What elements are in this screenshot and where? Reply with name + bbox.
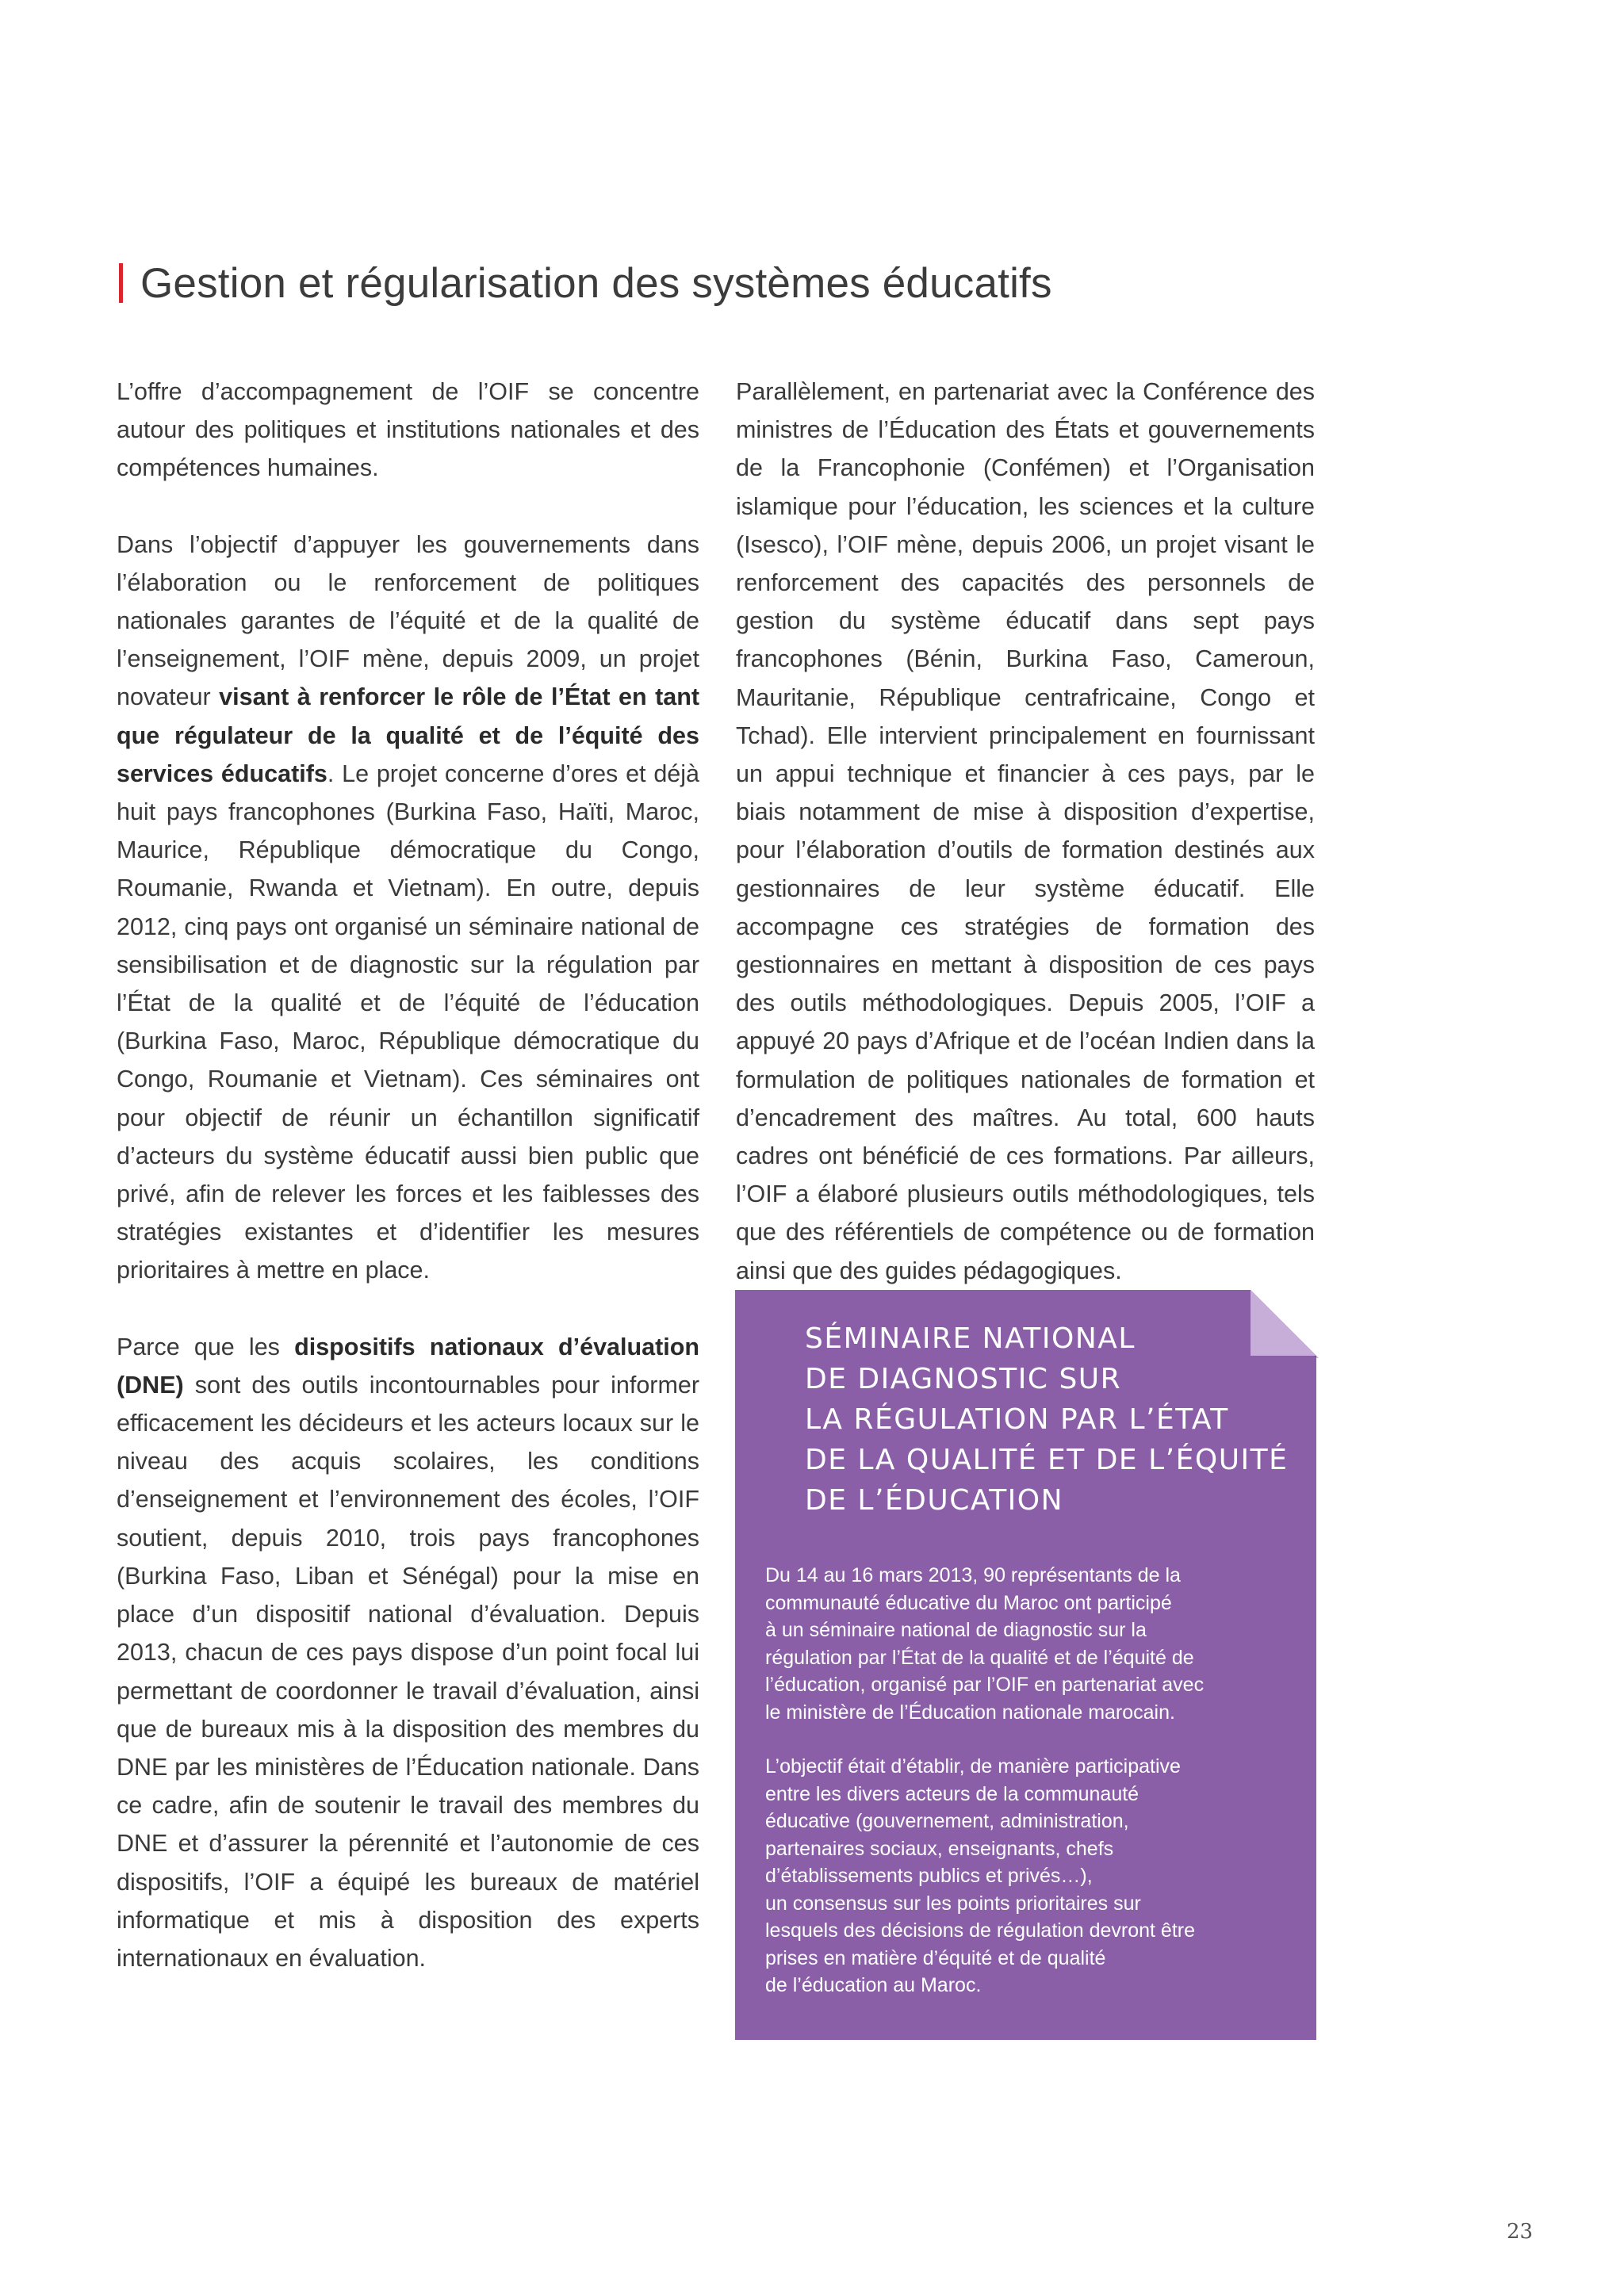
left-paragraph-2-rest: . Le projet concerne d’ores et déjà huit pays francophones (Burkina Faso, Haïti, Maroc, Maurice, République démocratique du Congo, Roumanie, Rwanda et Vietnam). En outre, depuis 2012, cinq pays ont organisé un séminaire national de sensibilisation et de diagnostic sur la régulation par l’État de la qualité et de l’équité de l’éducation (Burkina Faso, Maroc, République démocratique du Congo, Roumanie et Vietnam). Ces séminaires ont pour objectif de réunir un échantillon significatif d’acteurs du système éducatif aussi bien public que privé, afin de relever les forces et les faiblesses des stratégies existantes et d’identifier les mesures prioritaires à mettre en place. (117, 760, 699, 1284)
callout-line: prises en matière d’équité et de qualité (765, 1946, 1106, 1969)
callout-line: l’éducation, organisé par l’OIF en partenariat avec (765, 1674, 1205, 1696)
callout-line: régulation par l’État de la qualité et de l’équité de (765, 1646, 1194, 1669)
left-paragraph-3 (117, 1328, 699, 1977)
callout-paragraph-1 (765, 1562, 1273, 1726)
callout-line: Du 14 au 16 mars 2013, 90 représentants de la (765, 1564, 1181, 1586)
left-paragraph-2-intro: Dans l’objectif d’appuyer les gouvernements dans l’élaboration ou le renforcement de politiques nationales garantes de l’équité et de la qualité de l’enseignement, l’OIF mène, depuis 2009, un projet novateur (117, 530, 699, 711)
callout-body (765, 1562, 1273, 2026)
left-paragraph-2-emphasis: visant à renforcer le rôle de l’État en tant que régulateur de la qualité et de l’équité des services éducatifs (117, 683, 699, 787)
callout-line: le ministère de l’Éducation nationale marocain. (765, 1701, 1175, 1724)
left-paragraph-3-rest: sont des outils incontournables pour informer efficacement les décideurs et les acteurs locaux sur le niveau des acquis scolaires, les conditions d’enseignement et l’environnement des écoles, l’OIF soutient, depuis 2010, trois pays francophones (Burkina Faso, Liban et Sénégal) pour la mise en place d’un dispositif national d’évaluation. Depuis 2013, chacun de ces pays dispose d’un point focal lui permettant de coordonner le travail d’évaluation, ainsi que de bureaux mis à la disposition des membres du DNE par les ministères de l’Éducation nationale. Dans ce cadre, afin de soutenir le travail des membres du DNE et d’assurer la pérennité et l’autonomie de ces dispositifs, l’OIF a équipé les bureaux de matériel informatique et mis à disposition des experts internationaux en évaluation. (117, 1371, 699, 1972)
callout-line: lesquels des décisions de régulation devront être (765, 1919, 1196, 1942)
left-paragraph-3-intro: Parce que les (117, 1333, 295, 1360)
callout-line: éducative (gouvernement, administration, (765, 1810, 1129, 1832)
callout-line: partenaires sociaux, enseignants, chefs (765, 1837, 1114, 1860)
callout-line: communauté éducative du Maroc ont participé (765, 1591, 1172, 1614)
callout-title-line: DE LA QUALITÉ ET DE L’ÉQUITÉ (805, 1444, 1289, 1476)
left-paragraph-1: L’offre d’accompagnement de l’OIF se concentre autour des politiques et institutions nationales et des compétences humaines. (117, 378, 699, 482)
right-column (736, 373, 1315, 1328)
callout-title-line: SÉMINAIRE NATIONAL (805, 1322, 1136, 1355)
left-column (117, 373, 699, 2015)
callout-line: L’objectif était d’établir, de manière participative (765, 1755, 1181, 1777)
callout-line: à un séminaire national de diagnostic sur la (765, 1619, 1147, 1641)
title-accent-bar (119, 263, 123, 303)
callout-title-line: DE DIAGNOSTIC SUR (805, 1363, 1122, 1395)
left-paragraph-3-emphasis: dispositifs nationaux d’évaluation (DNE) (117, 1333, 699, 1399)
right-paragraph-1: Parallèlement, en partenariat avec la Conférence des ministres de l’Éducation des États et gouvernements de la Francophonie (Confémen) et l’Organisation islamique pour l’éducation, les sciences et la culture (Isesco), l’OIF mène, depuis 2006, un projet visant le renforcement des capacités des personnels de gestion du système éducatif dans sept pays francophones (Bénin, Burkina Faso, Cameroun, Mauritanie, République centrafricaine, Congo et Tchad). Elle intervient principalement en fournissant un appui technique et financier à ces pays, par le biais notamment de mise à disposition d’expertise, pour l’élaboration d’outils de formation destinés aux gestionnaires de leur système éducatif. Elle accompagne ces stratégies de formation des gestionnaires en mettant à disposition de ces pays des outils méthodologiques. Depuis 2005, l’OIF a appuyé 20 pays d’Afrique et de l’océan Indien dans la formulation de politiques nationales de formation et d’encadrement des maîtres. Au total, 600 hauts cadres ont bénéficié de ces formations. Par ailleurs, l’OIF a élaboré plusieurs outils méthodologiques, tels que des référentiels de compétence ou de formation ainsi que des guides pédagogiques. (736, 378, 1315, 1284)
callout-title (805, 1318, 1289, 1521)
callout-line: entre les divers acteurs de la communauté (765, 1782, 1139, 1805)
page-number: 23 (1507, 2220, 1534, 2244)
callout-line: un consensus sur les points prioritaires sur (765, 1892, 1141, 1915)
section-heading (119, 255, 1052, 311)
page-title: Gestion et régularisation des systèmes éducatifs (140, 259, 1052, 307)
callout-title-line: DE L’ÉDUCATION (805, 1484, 1064, 1517)
callout-paragraph-2 (765, 1753, 1273, 1999)
callout-line: de l’éducation au Maroc. (765, 1974, 982, 1996)
callout-line: d’établissements publics et privés…), (765, 1865, 1093, 1887)
callout-title-line: LA RÉGULATION PAR L’ÉTAT (805, 1403, 1229, 1436)
left-paragraph-2 (117, 526, 699, 1290)
